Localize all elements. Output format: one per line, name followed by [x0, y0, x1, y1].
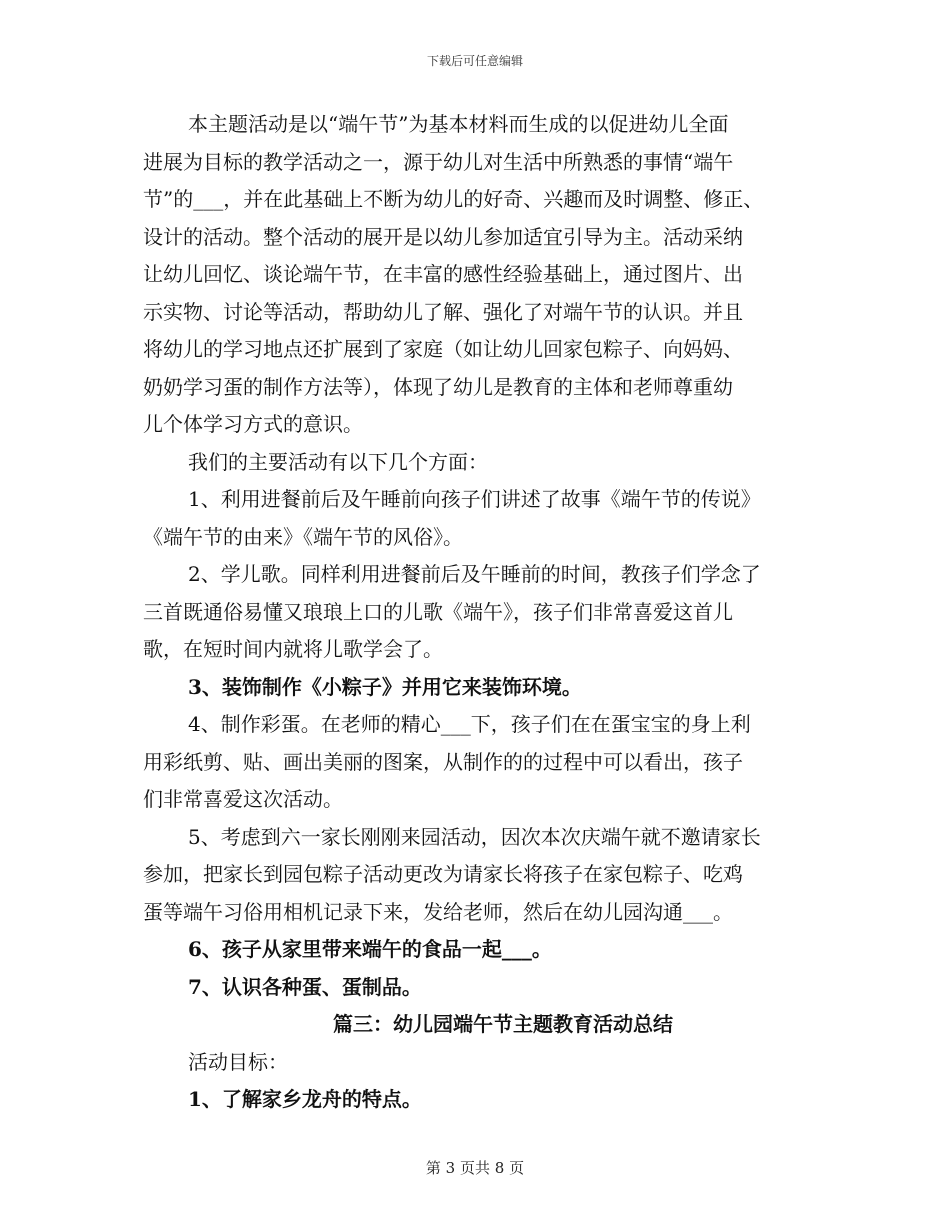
text-line: 示实物、讨论等活动，帮助幼儿了解、强化了对端午节的认识。并且 [143, 299, 743, 324]
text-line: 我们的主要活动有以下几个方面： [188, 449, 488, 474]
paragraph-item-4 [143, 706, 823, 819]
text-line: 《端午节的由来》《端午节的风俗》。 [143, 524, 463, 549]
text-line: 蛋等端午习俗用相机记录下来，发给老师，然后在幼儿园沟通___。 [143, 899, 733, 924]
text-line: 7、认识各种蛋、蛋制品。 [188, 974, 422, 999]
paragraph-item-5 [143, 819, 823, 932]
page-header-note: 下载后可任意编辑 [426, 54, 523, 68]
text-line: 三首既通俗易懂又琅琅上口的儿歌《端午》，孩子们非常喜爱这首儿 [143, 599, 733, 624]
paragraph-item-6 [143, 931, 823, 969]
paragraph-objective-1 [143, 1081, 823, 1119]
text-line: 4、制作彩蛋。在老师的精心___下，孩子们在在蛋宝宝的身上利 [188, 712, 751, 736]
text-line: 将幼儿的学习地点还扩展到了家庭（如让幼儿回家包粽子、向妈妈、 [143, 337, 743, 361]
text-line: 设计的活动。整个活动的展开是以幼儿参加适宜引导为主。活动采纳 [143, 224, 743, 249]
text-line: 1、了解家乡龙舟的特点。 [188, 1087, 422, 1111]
text-line: 奶奶学习蛋的制作方法等），体现了幼儿是教育的主体和老师尊重幼 [143, 374, 733, 399]
paragraph-item-7 [143, 969, 823, 1007]
section-heading [143, 1006, 823, 1044]
text-line: 让幼儿回忆、谈论端午节，在丰富的感性经验基础上，通过图片、出 [143, 262, 743, 286]
paragraph-objectives-label [143, 1044, 823, 1082]
paragraph-item-1 [143, 481, 823, 556]
text-line: 们非常喜爱这次活动。 [143, 787, 343, 811]
section-title: 篇三：幼儿园端午节主题教育活动总结 [333, 1012, 673, 1036]
text-line: 用彩纸剪、贴、画出美丽的图案，从制作的的过程中可以看出，孩子 [143, 749, 743, 774]
text-line: 1、利用进餐前后及午睡前向孩子们讲述了故事《端午节的传说》 [188, 487, 761, 511]
text-line: 3、装饰制作《小粽子》并用它来装饰环境。 [188, 674, 582, 699]
document-body [143, 106, 823, 1119]
page-number: 第 3 页共 8 页 [425, 1159, 525, 1177]
text-line: 活动目标： [188, 1049, 288, 1074]
text-line: 儿个体学习方式的意识。 [143, 412, 363, 436]
text-line: 5、考虑到六一家长刚刚来园活动，因次本次庆端午就不邀请家长 [188, 824, 761, 849]
text-line: 参加，把家长到园包粽子活动更改为请家长将孩子在家包粽子、吃鸡 [143, 862, 743, 886]
text-line: 进展为目标的教学活动之一，源于幼儿对生活中所熟悉的事情“端午 [143, 149, 734, 174]
text-line: 歌，在短时间内就将儿歌学会了。 [143, 637, 443, 661]
text-line: 2、学儿歌。同样利用进餐前后及午睡前的时间，教孩子们学念了 [188, 562, 761, 586]
paragraph-intro [143, 106, 823, 444]
paragraph-item-2 [143, 556, 823, 669]
paragraph-main-activities [143, 444, 823, 482]
text-line: 本主题活动是以“端午节”为基本材料而生成的以促进幼儿全面 [188, 112, 729, 136]
text-line: 6、孩子从家里带来端午的食品一起___。 [188, 937, 552, 961]
text-line: 节”的___，并在此基础上不断为幼儿的好奇、兴趣而及时调整、修正、 [143, 187, 764, 211]
paragraph-item-3 [143, 669, 823, 707]
